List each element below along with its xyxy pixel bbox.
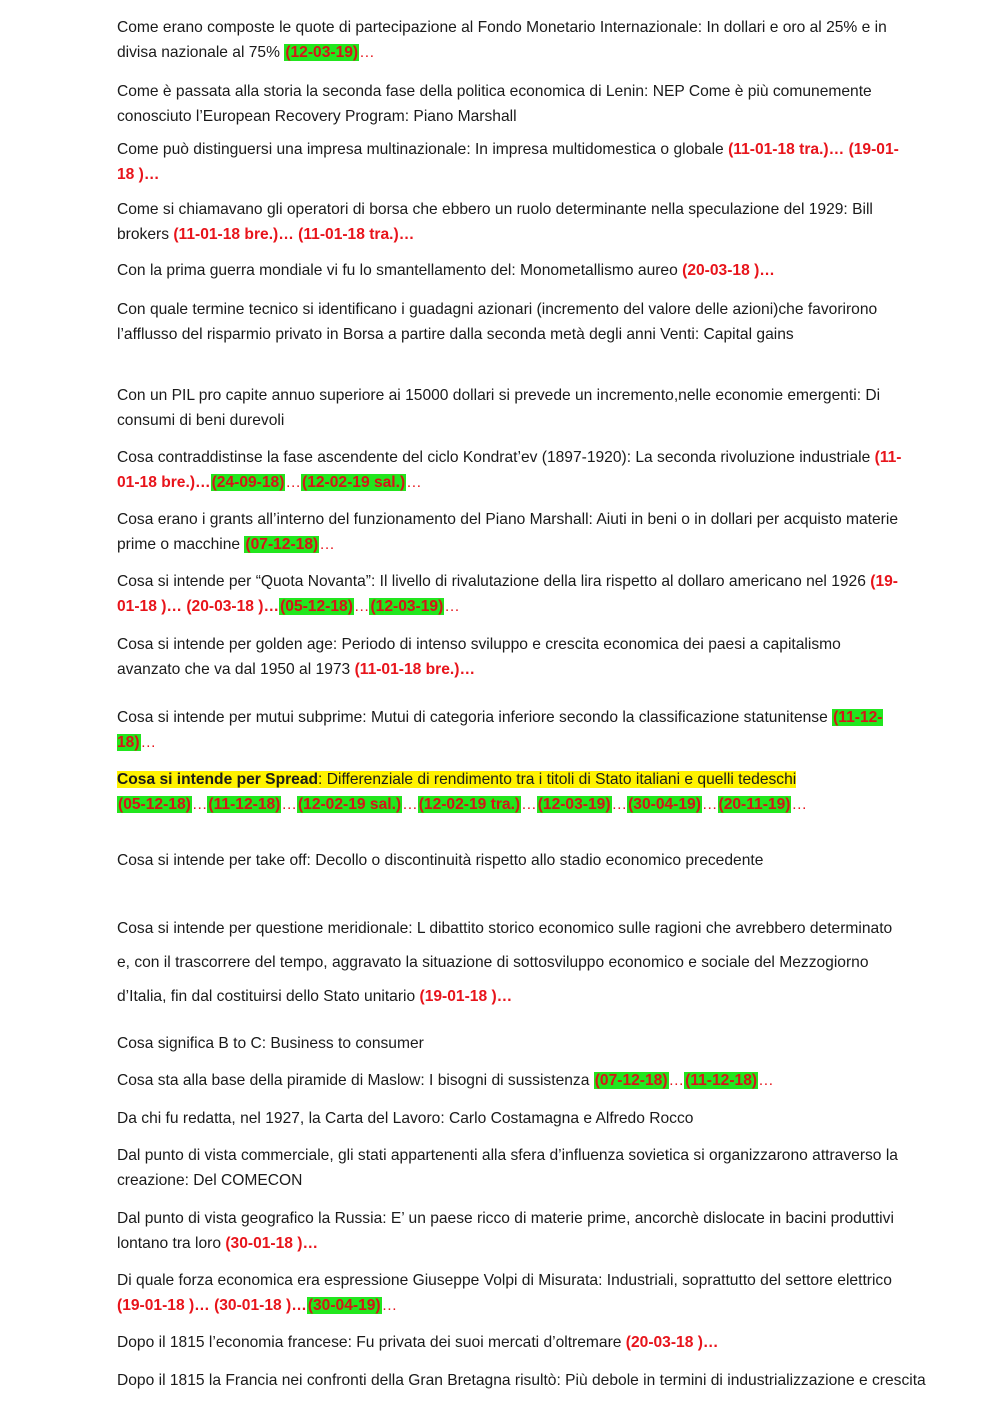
quiz-entry [117, 706, 907, 755]
date-tag-highlighted: (12-02-19 tra.) [418, 795, 521, 813]
date-tag: (30-01-18 )… [225, 1234, 319, 1252]
date-tag: (19-01-18 )… (30-01-18 )… [117, 1296, 307, 1314]
quiz-entry [117, 1069, 907, 1094]
quiz-entry [117, 633, 907, 682]
date-tag-highlighted: (12-03-19) [537, 795, 611, 813]
ellipsis: … [406, 473, 422, 491]
quiz-entry [117, 1331, 907, 1356]
quiz-entry [117, 1269, 907, 1318]
ellipsis: … [701, 795, 718, 813]
entry-text: Cosa erano i grants all’interno del funzionamento del Piano Marshall: Aiuti in beni o in dollari per acquisto materie prime o macchine [117, 511, 898, 553]
date-tag-highlighted: (11-12-18) [208, 795, 281, 813]
entry-text: Come erano composte le quote di partecipazione al Fondo Monetario Internazionale: In dollari e oro al 25% e in divisa nazionale al 75% [117, 19, 887, 61]
entry-text: Cosa si intende per take off: Decollo o discontinuità rispetto allo stadio economico precedente [117, 852, 764, 869]
entry-question: Cosa si intende per Spread [117, 771, 319, 788]
entry-text: Come può distinguersi una impresa multinazionale: In impresa multidomestica o globale [117, 141, 729, 158]
entry-text: Dopo il 1815 la Francia nei confronti della Gran Bretagna risultò: Più debole in termini di industrializzazione e crescita [117, 1372, 926, 1389]
date-tag-highlighted: (24-09-18) [211, 473, 285, 491]
ellipsis: … [359, 43, 375, 61]
quiz-entry [117, 508, 907, 557]
date-tag: (19-01-18 )… [419, 988, 513, 1005]
quiz-entry [117, 446, 907, 495]
date-tag-highlighted: (11-12-18) [117, 709, 883, 751]
entry-text: Cosa si intende per “Quota Novanta”: Il livello di rivalutazione della lira rispetto al dollaro americano nel 1926 [117, 573, 871, 590]
date-tag: (11-01-18 bre.)… [354, 660, 476, 678]
date-tag: (20-03-18 )… [682, 262, 775, 279]
ellipsis: … [353, 597, 370, 615]
entry-text: Cosa sta alla base della piramide di Maslow: I bisogni di sussistenza [117, 1072, 594, 1089]
ellipsis: … [319, 535, 335, 553]
date-tag-highlighted: (30-04-19) [628, 795, 701, 813]
entry-text: Cosa si intende per mutui subprime: Mutui di categoria inferiore secondo la classificazione statunitense [117, 709, 833, 726]
date-tag-highlighted: (11-12-18) [685, 1072, 758, 1089]
date-tag-highlighted: (20-11-19) [718, 795, 791, 813]
date-tag: (11-01-18 bre.)… [117, 449, 902, 491]
ellipsis: … [611, 795, 628, 813]
entry-text: Cosa si intende per questione meridionale: L dibattito storico economico sulle ragioni che avrebbero determinato e, con il trascorrere del tempo, aggravato la situazione di sottosviluppo economico e sociale del Mezzogiorno d’Italia, fin dal costituirsi dello Stato unitario [117, 920, 893, 1005]
date-tag-highlighted: (05-12-18) [280, 597, 353, 615]
quiz-entry [117, 1369, 999, 1394]
date-tag: (20-03-18 )… [625, 1334, 719, 1351]
date-tag: (19-01-18 )… (20-03-18 )… [117, 573, 898, 615]
ellipsis: … [758, 1072, 774, 1089]
entry-text: Come si chiamavano gli operatori di borsa che ebbero un ruolo determinante nella speculazione del 1929: Bill brokers [117, 201, 873, 243]
quiz-entry [117, 16, 907, 65]
ellipsis: … [791, 795, 808, 813]
quiz-entry [117, 384, 907, 433]
entry-text: Con la prima guerra mondiale vi fu lo smantellamento del: Monometallismo aureo [117, 262, 683, 279]
ellipsis: … [668, 1072, 685, 1089]
entry-text: Cosa significa B to C: Business to consumer [117, 1035, 424, 1052]
date-tag-highlighted: (12-02-19 sal.) [297, 795, 402, 813]
date-tag-highlighted: (05-12-18) [118, 795, 191, 813]
quiz-entry [117, 912, 907, 1014]
quiz-entry [117, 1032, 907, 1057]
ellipsis: … [402, 795, 418, 813]
ellipsis: … [521, 795, 537, 813]
ellipsis: … [444, 597, 460, 615]
entry-text: Come è passata alla storia la seconda fase della politica economica di Lenin: NEP Come è più comunemente conosciuto l’European Recovery Program: Piano Marshall [117, 83, 872, 125]
quiz-entry [117, 1144, 907, 1193]
entry-text: Dal punto di vista geografico la Russia: E’ un paese ricco di materie prime, ancorchè dislocate in bacini produttivi lontano tra loro [117, 1210, 894, 1252]
ellipsis: … [381, 1296, 398, 1314]
quiz-entry [117, 80, 907, 129]
quiz-entry [117, 1107, 907, 1132]
quiz-entry [117, 198, 907, 247]
entry-text: Dal punto di vista commerciale, gli stati appartenenti alla sfera d’influenza sovietica si organizzarono attraverso la creazione: Del COMECON [117, 1147, 898, 1189]
entry-text: Cosa contraddistinse la fase ascendente del ciclo Kondrat’ev (1897-1920): La seconda rivoluzione industriale [117, 449, 875, 466]
entry-text: Con un PIL pro capite annuo superiore ai 15000 dollari si prevede un incremento,nelle economie emergenti: Di consumi di beni durevoli [117, 387, 881, 429]
date-tag-highlighted: (12-03-19) [285, 43, 359, 61]
quiz-entry [117, 1207, 907, 1256]
date-tag-highlighted: (07-12-18) [245, 535, 319, 553]
quiz-entry [117, 298, 907, 347]
date-tag-highlighted: (12-03-19) [370, 597, 444, 615]
quiz-entry-spread [117, 768, 999, 817]
ellipsis: … [285, 473, 302, 491]
ellipsis: … [191, 795, 208, 813]
ellipsis: … [281, 795, 297, 813]
quiz-entry [117, 138, 907, 187]
entry-text: Cosa si intende per golden age: Periodo di intenso sviluppo e crescita economica dei paesi a capitalismo avanzato che va dal 1950 al 1973 [117, 636, 841, 678]
date-tag: (11-01-18 tra.)… [728, 141, 845, 158]
date-tag-highlighted: (12-02-19 sal.) [302, 473, 406, 491]
entry-text: Di quale forza economica era espressione Giuseppe Volpi di Misurata: Industriali, soprattutto del settore elettrico [117, 1272, 892, 1289]
date-tag: (19-01-18 )… [117, 141, 899, 183]
entry-answer: : Differenziale di rendimento tra i titoli di Stato italiani e quelli tedeschi [318, 771, 797, 788]
entry-text: Con quale termine tecnico si identificano i guadagni azionari (incremento del valore delle azioni)che favorirono l’afflusso del risparmio privato in Borsa a partire dalla seconda metà degli anni Venti: Capital gains [117, 301, 878, 343]
entry-text: Dopo il 1815 l’economia francese: Fu privata dei suoi mercati d’oltremare [117, 1334, 626, 1351]
quiz-entry [117, 849, 907, 874]
ellipsis: … [140, 733, 157, 751]
date-tag-highlighted: (30-04-19) [307, 1296, 381, 1314]
date-tag-highlighted: (07-12-18) [594, 1072, 668, 1089]
date-tag: (11-01-18 bre.)… (11-01-18 tra.)… [173, 225, 415, 243]
quiz-entry [117, 259, 907, 284]
entry-text: Da chi fu redatta, nel 1927, la Carta del Lavoro: Carlo Costamagna e Alfredo Rocco [117, 1110, 694, 1127]
quiz-entry [117, 570, 907, 619]
